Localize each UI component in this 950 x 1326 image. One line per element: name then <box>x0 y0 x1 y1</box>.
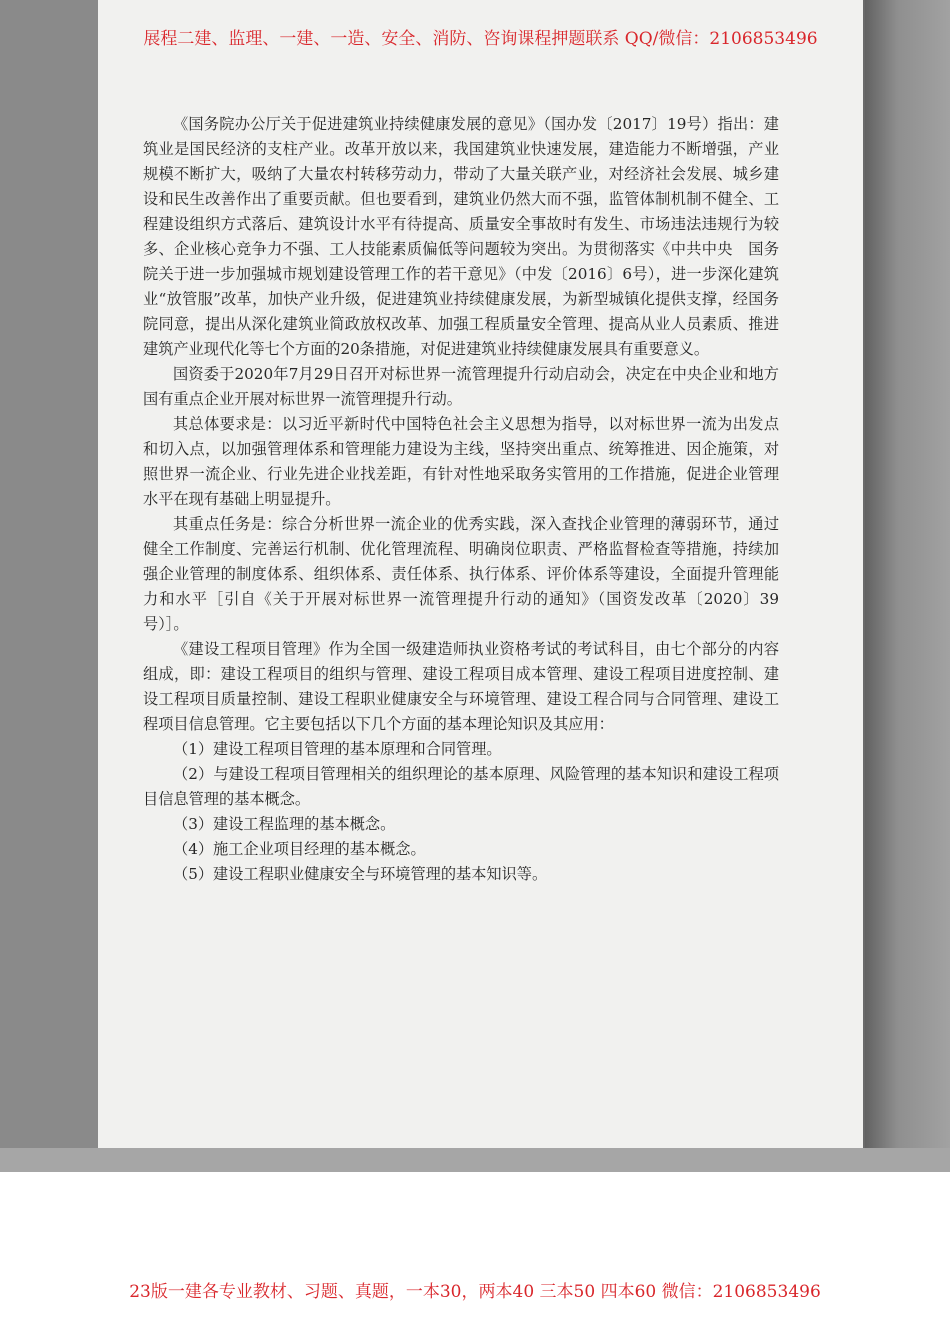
paragraph: 其重点任务是：综合分析世界一流企业的优秀实践，深入查找企业管理的薄弱环节，通过健全工作制度、完善运行机制、优化管理流程、明确岗位职责、严格监督检查等措施，持续加强企业管理的制度体系、组织体系、责任体系、执行体系、评价体系等建设，全面提升管理能力和水平［引自《关于开展对标世界一流管理提升行动的通知》（国资发改革〔2020〕39号）］。 <box>143 515 779 633</box>
scan-right-shadow <box>863 0 950 1170</box>
scan-bottom-edge <box>0 1148 950 1172</box>
paragraph: 其总体要求是：以习近平新时代中国特色社会主义思想为指导，以对标世界一流为出发点和切入点，以加强管理体系和管理能力建设为主线，坚持突出重点、统筹推进、因企施策，对照世界一流企业、行业先进企业找差距，有针对性地采取务实管用的工作措施，促进企业管理水平在现有基础上明显提升。 <box>143 415 779 508</box>
footer-watermark: 23版一建各专业教材、习题、真题，一本30，两本40 三本50 四本60 微信：2106853496 <box>129 1282 821 1302</box>
document-body <box>143 112 779 887</box>
paragraph: 国资委于2020年7月29日召开对标世界一流管理提升行动启动会，决定在中央企业和地方国有重点企业开展对标世界一流管理提升行动。 <box>143 365 779 408</box>
list-item: （3）建设工程监理的基本概念。 <box>173 815 396 833</box>
scan-left-margin <box>0 0 98 1170</box>
list-item: （5）建设工程职业健康安全与环境管理的基本知识等。 <box>173 865 548 883</box>
paragraph: 《建设工程项目管理》作为全国一级建造师执业资格考试的考试科目，由七个部分的内容组成，即：建设工程项目的组织与管理、建设工程项目成本管理、建设工程项目进度控制、建设工程项目质量控制、建设工程职业健康安全与环境管理、建设工程合同与合同管理、建设工程项目信息管理。它主要包括以下几个方面的基本理论知识及其应用： <box>143 640 779 733</box>
list-item: （4）施工企业项目经理的基本概念。 <box>173 840 426 858</box>
header-watermark: 展程二建、监理、一建、一造、安全、消防、咨询课程押题联系 QQ/微信：2106853496 <box>143 29 818 49</box>
list-item: （1）建设工程项目管理的基本原理和合同管理。 <box>173 740 502 758</box>
paragraph: 《国务院办公厅关于促进建筑业持续健康发展的意见》（国办发〔2017〕19号）指出：建筑业是国民经济的支柱产业。改革开放以来，我国建筑业快速发展，建造能力不断增强，产业规模不断扩大，吸纳了大量农村转移劳动力，带动了大量关联产业，对经济社会发展、城乡建设和民生改善作出了重要贡献。但也要看到，建筑业仍然大而不强，监管体制机制不健全、工程建设组织方式落后、建筑设计水平有待提高、质量安全事故时有发生、市场违法违规行为较多、企业核心竞争力不强、工人技能素质偏低等问题较为突出。为贯彻落实《中共中央 国务院关于进一步加强城市规划建设管理工作的若干意见》（中发〔2016〕6号），进一步深化建筑业“放管服”改革，加快产业升级，促进建筑业持续健康发展，为新型城镇化提供支撑，经国务院同意，提出从深化建筑业简政放权改革、加强工程质量安全管理、提高从业人员素质、推进建筑产业现代化等七个方面的20条措施，对促进建筑业持续健康发展具有重要意义。 <box>143 115 779 358</box>
list-item: （2）与建设工程项目管理相关的组织理论的基本原理、风险管理的基本知识和建设工程项目信息管理的基本概念。 <box>143 765 779 808</box>
